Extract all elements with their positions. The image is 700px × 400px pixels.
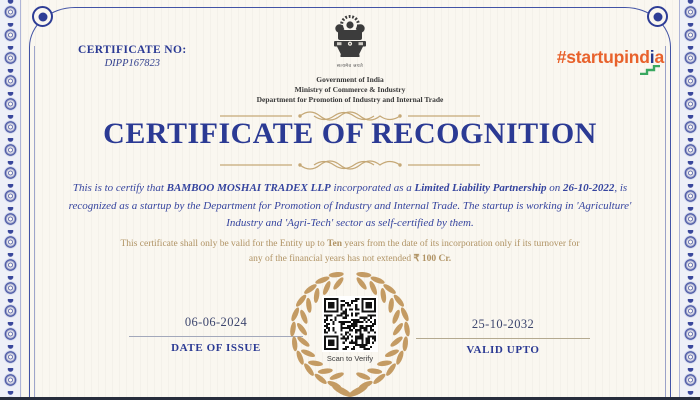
certification-paragraph — [52, 180, 648, 233]
certificate-title: CERTIFICATE OF RECOGNITION — [103, 117, 597, 150]
national-emblem-of-india-icon — [328, 15, 372, 69]
startupindia-logo — [557, 47, 664, 75]
brand-text-i: i — [649, 47, 655, 67]
flourish-divider-bottom — [0, 157, 700, 178]
ornamental-border-left — [0, 0, 21, 400]
p1-mid1: incorporated as a — [330, 182, 415, 194]
issue-date-value: 06-06-2024 — [184, 315, 248, 329]
valid-upto-block — [412, 317, 594, 356]
certificate-number-value: DIPP167823 — [104, 58, 160, 69]
p2-mid: years from the date of its incorporation only if its turnover for any of the financial years has not extended — [248, 239, 580, 264]
issue-date-label: DATE OF ISSUE — [171, 342, 261, 354]
p1-prefix: This is to certify that — [72, 182, 167, 194]
certificate-number-label: CERTIFICATE NO: — [78, 44, 187, 56]
valid-upto-label: VALID UPTO — [466, 344, 540, 356]
qr-code — [322, 296, 378, 352]
p2-ten: Ten — [327, 239, 343, 249]
gov-line-1: Government of India — [316, 75, 384, 84]
validity-paragraph — [118, 237, 582, 266]
p2-turnover-cap: ₹ 100 Cr. — [413, 253, 452, 264]
government-text-lines — [0, 75, 700, 105]
p1-mid2: on — [546, 182, 563, 194]
brand-text-main: #startupind — [556, 47, 650, 67]
ornamental-border-right — [679, 0, 700, 400]
incorporation-date: 26-10-2022 — [563, 182, 615, 194]
p2-prefix: This certificate shall only be valid for the Entity up to — [120, 239, 328, 249]
entity-type: Limited Liability Partnership — [414, 182, 547, 194]
emblem-motto: सत्यमेव जयते — [336, 63, 364, 68]
gov-line-2: Ministry of Commerce & Industry — [294, 85, 406, 95]
gov-line-3: Department for Promotion of Industry and Internal Trade — [256, 95, 444, 105]
qr-caption: Scan to Verify — [326, 354, 374, 363]
valid-date-value: 25-10-2032 — [471, 317, 535, 331]
brand-text-a: a — [654, 47, 664, 67]
valid-divider-line — [416, 338, 590, 339]
company-name: BAMBOO MOSHAI TRADEX LLP — [166, 182, 331, 194]
p1-suffix: , is recognized as a startup by the Department for Promotion of Industry and Internal Trade. The startup is working in 'Agriculture' Industry and 'Agri-Tech' sector as self-certified by them. — [68, 182, 632, 230]
